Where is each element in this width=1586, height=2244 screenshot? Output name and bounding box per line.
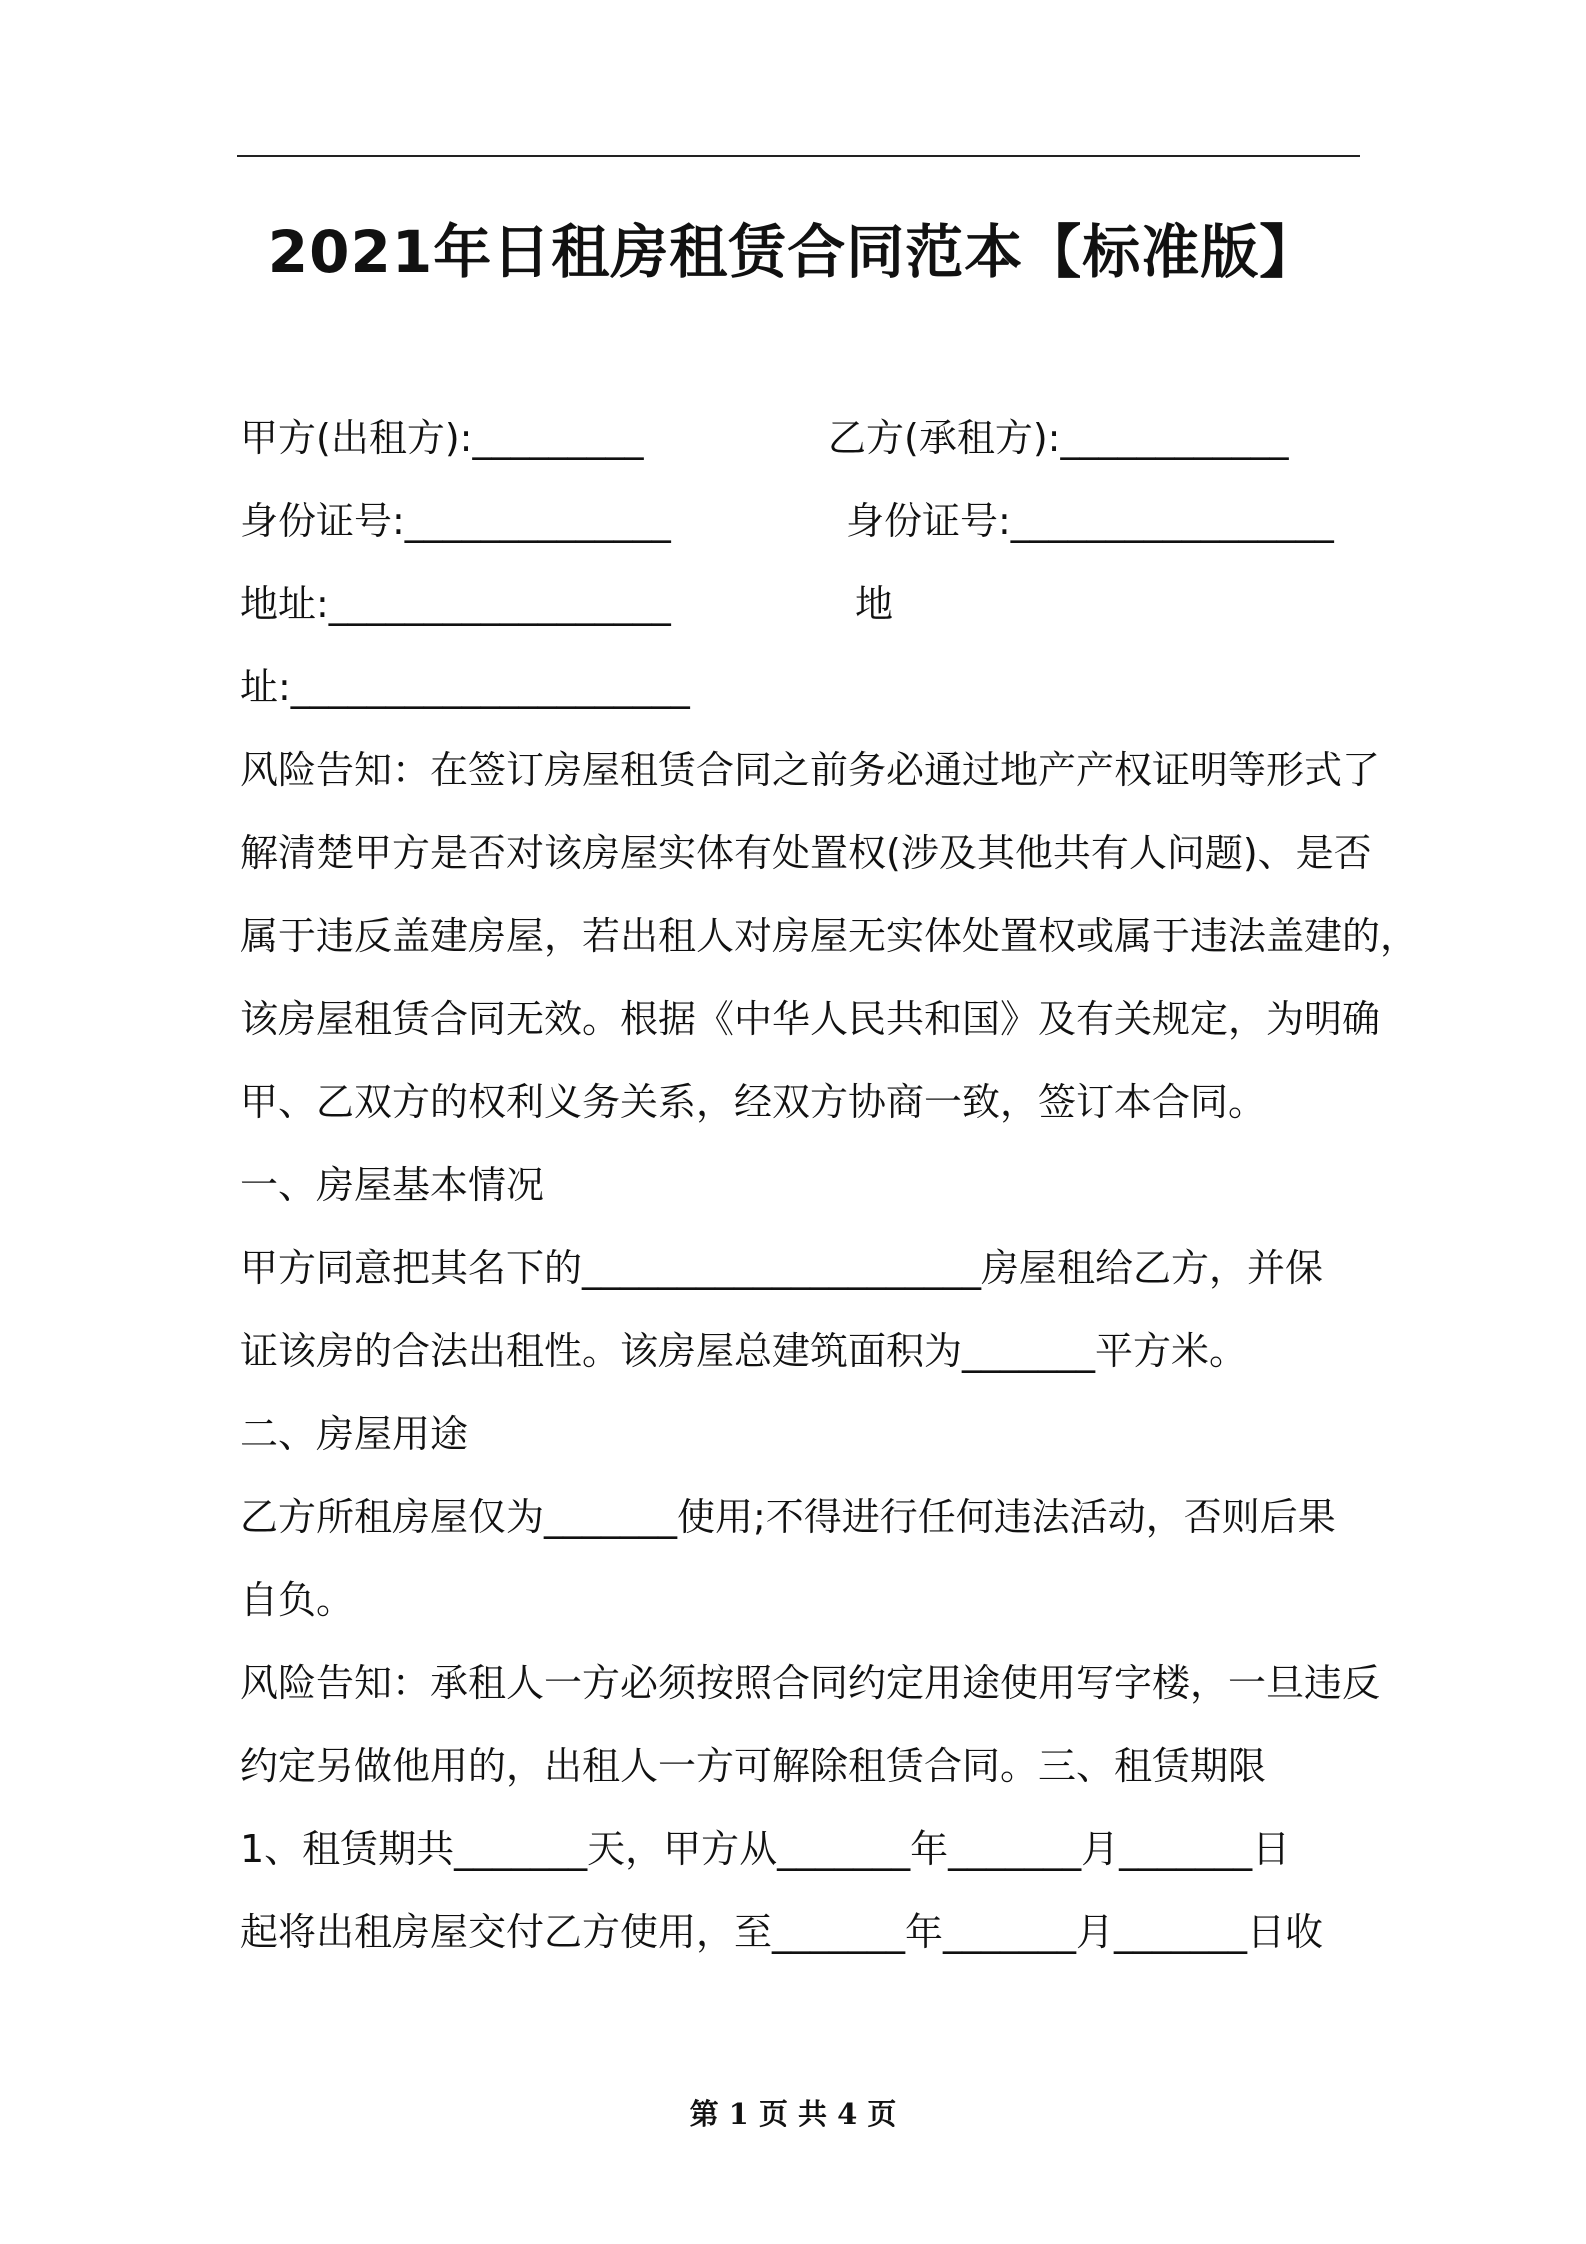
section-1-line-2: 证该房的合法出租性。该房屋总建筑面积为_______平方米。 <box>240 1329 1248 1373</box>
risk-notice-line-3: 属于违反盖建房屋，若出租人对房屋无实体处置权或属于违法盖建的， <box>240 914 1419 958</box>
page-indicator: 第 1 页 共 4 页 <box>689 2097 897 2131</box>
risk-notice-line-1: 风险告知：在签订房屋租赁合同之前务必通过地产产权证明等形式了 <box>240 748 1381 792</box>
risk-notice-line-5: 甲、乙双方的权利义务关系，经双方协商一致，签订本合同。 <box>240 1080 1267 1124</box>
document-title: 2021年日租房租赁合同范本【标准版】 <box>267 218 1319 286</box>
risk-notice-2-line-2: 约定另做他用的，出租人一方可解除租赁合同。三、租赁期限 <box>240 1744 1267 1788</box>
id-number-b-field: 身份证号:_________________ <box>846 499 1334 543</box>
party-b-field: 乙方(承租方):____________ <box>828 416 1289 460</box>
section-2-heading: 二、房屋用途 <box>240 1412 469 1456</box>
section-2-line-1: 乙方所租房屋仅为_______使用;不得进行任何违法活动，否则后果 <box>240 1495 1336 1539</box>
section-1-line-1: 甲方同意把其名下的_____________________房屋租给乙方，并保 <box>240 1246 1324 1290</box>
section-3-line-2: 起将出租房屋交付乙方使用，至_______年_______月_______日收 <box>240 1910 1324 1954</box>
address-b-label-part1: 地 <box>855 582 894 626</box>
id-number-a-field: 身份证号:______________ <box>240 499 671 543</box>
party-a-field: 甲方(出租方):_________ <box>240 416 644 460</box>
header-rule <box>237 155 1360 157</box>
section-3-line-1: 1、租赁期共_______天，甲方从_______年_______月_______日 <box>240 1827 1291 1871</box>
address-a-field: 地址:__________________ <box>240 582 671 626</box>
risk-notice-2-line-1: 风险告知：承租人一方必须按照合同约定用途使用写字楼，一旦违反 <box>240 1661 1381 1705</box>
section-2-line-2: 自负。 <box>240 1578 355 1622</box>
risk-notice-line-4: 该房屋租赁合同无效。根据《中华人民共和国》及有关规定，为明确 <box>240 997 1381 1041</box>
risk-notice-line-2: 解清楚甲方是否对该房屋实体有处置权(涉及其他共有人问题)、是否 <box>240 831 1372 875</box>
address-b-field: 址:_____________________ <box>240 665 690 709</box>
section-1-heading: 一、房屋基本情况 <box>240 1163 545 1207</box>
